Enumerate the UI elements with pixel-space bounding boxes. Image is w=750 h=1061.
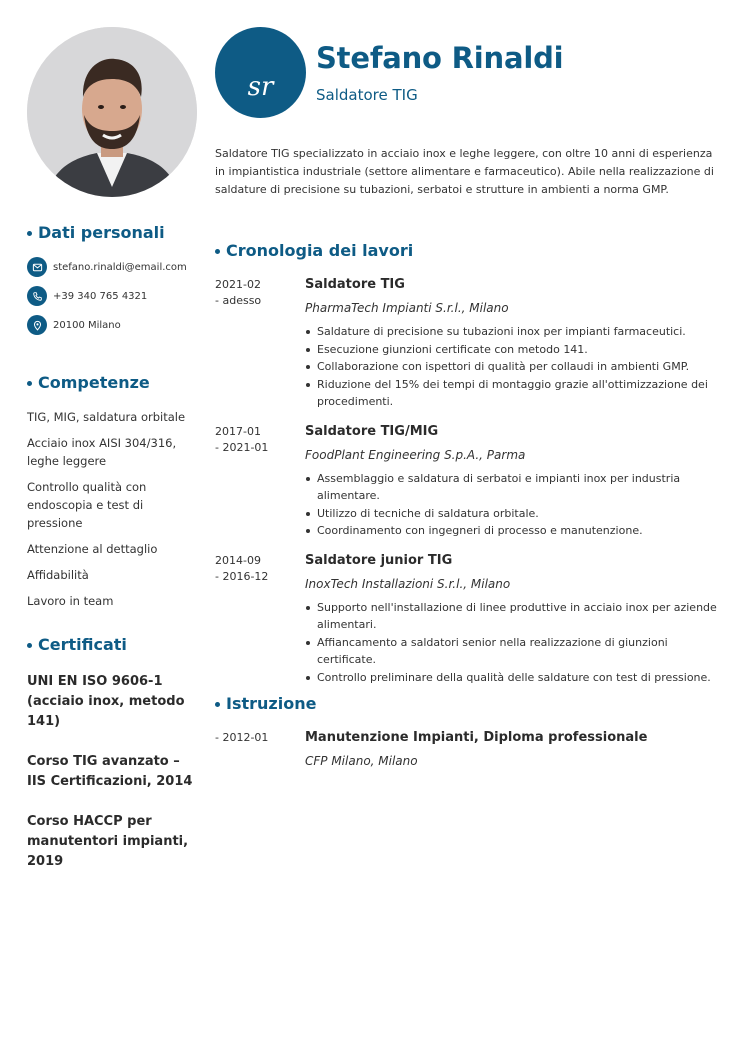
job-dates (215, 552, 305, 687)
job-date-end: - 2021-01 (215, 440, 269, 454)
job-details (305, 552, 720, 687)
education-heading (215, 693, 720, 715)
job-bullet: Supporto nell'installazione di linee produttive in acciaio inox per aziende alimentari. (305, 599, 720, 634)
contact-location (27, 315, 197, 335)
job-date-end: - 2016-12 (215, 569, 269, 583)
education-details (305, 729, 720, 769)
job-company: InoxTech Installazioni S.r.l., Milano (305, 576, 511, 591)
job-date-start: 2017-01 (215, 424, 261, 438)
education-date: - 2012-01 (215, 731, 269, 744)
contact-phone (27, 286, 197, 306)
certificate-item: UNI EN ISO 9606-1 (acciaio inox, metodo 141) (27, 674, 185, 729)
job-details (305, 423, 720, 540)
job-bullet: Saldature di precisione su tubazioni inox per impianti farmaceutici. (305, 323, 720, 341)
certificates-heading (27, 634, 197, 656)
job-company: FoodPlant Engineering S.p.A., Parma (305, 447, 526, 462)
skill-item: Lavoro in team (27, 594, 114, 608)
profile-summary: Saldatore TIG specializzato in acciaio inox e leghe leggere, con oltre 10 anni di esperienza in impiantistica industriale (settore alimentare e farmaceutico). Abile nella realizzazione di saldature di precisione su tubazioni, serbatoi e strutture in ambienti a norma GMP. (215, 147, 714, 196)
job-bullets (305, 470, 720, 540)
job-details (305, 276, 720, 411)
skill-item: Affidabilità (27, 568, 89, 582)
job-date-start: 2021-02 (215, 278, 261, 291)
job-entry (215, 276, 720, 411)
job-bullet: Assemblaggio e saldatura di serbatoi e impianti inox per industria alimentare. (305, 470, 720, 505)
job-bullet: Riduzione del 15% dei tempi di montaggio grazie all'ottimizzazione dei procedimenti. (305, 376, 720, 411)
job-bullets (305, 323, 720, 411)
bullet-dot-icon (27, 231, 32, 236)
job-company: PharmaTech Impianti S.r.l., Milano (305, 301, 509, 315)
certificate-item: Corso TIG avanzato – IIS Certificazioni, 2014 (27, 754, 193, 789)
personal-data-title: Dati personali (38, 223, 165, 242)
location-pin-icon (27, 315, 47, 335)
bullet-dot-icon (27, 381, 32, 386)
skills-heading (27, 372, 197, 394)
job-bullet: Controllo preliminare della qualità delle saldature con test di pressione. (305, 669, 720, 687)
contact-list (27, 257, 197, 335)
skill-item: TIG, MIG, saldatura orbitale (27, 410, 186, 424)
job-dates (215, 276, 305, 411)
certificates-title: Certificati (38, 635, 127, 654)
job-bullet: Coordinamento con ingegneri di processo e manutenzione. (305, 522, 720, 540)
certificates-list (27, 672, 197, 872)
job-dates (215, 423, 305, 540)
job-bullets (305, 599, 720, 687)
candidate-name: Stefano Rinaldi (316, 41, 564, 75)
education-degree: Manutenzione Impianti, Diploma professionale (305, 730, 648, 745)
mail-icon (27, 257, 47, 277)
skills-list (27, 408, 197, 610)
work-history-section (215, 240, 720, 686)
job-role: Saldatore TIG (305, 277, 405, 292)
education-entry (215, 729, 720, 769)
candidate-job-title: Saldatore TIG (316, 86, 418, 104)
certificate-item: Corso HACCP per manutentori impianti, 2019 (27, 814, 189, 869)
profile-photo (27, 27, 197, 197)
skill-item: Attenzione al dettaglio (27, 542, 158, 556)
job-date-start: 2014-09 (215, 553, 261, 567)
education-section (215, 693, 720, 769)
email-text[interactable]: stefano.rinaldi@email.com (53, 261, 187, 273)
bullet-dot-icon (215, 702, 220, 707)
monogram-text: sr (247, 71, 274, 102)
location-text: 20100 Milano (53, 319, 121, 331)
contact-email (27, 257, 197, 277)
job-bullet: Collaborazione con ispettori di qualità per collaudi in ambienti GMP. (305, 358, 720, 376)
job-bullet: Affiancamento a saldatori senior nella realizzazione di giunzioni certificate. (305, 634, 720, 669)
job-role: Saldatore junior TIG (305, 552, 453, 568)
personal-data-heading (27, 222, 197, 244)
bullet-dot-icon (215, 249, 220, 254)
skill-item: Controllo qualità con endoscopia e test di pressione (27, 480, 147, 530)
job-role: Saldatore TIG/MIG (305, 423, 439, 439)
phone-icon (27, 286, 47, 306)
education-title: Istruzione (226, 694, 317, 713)
job-bullet: Utilizzo di tecniche di saldatura orbitale. (305, 505, 720, 523)
left-column (27, 222, 197, 892)
bullet-dot-icon (27, 643, 32, 648)
monogram-badge (215, 27, 306, 118)
education-school: CFP Milano, Milano (305, 754, 418, 768)
phone-text[interactable]: +39 340 765 4321 (53, 290, 148, 302)
skill-item: Acciaio inox AISI 304/316, leghe leggere (27, 436, 177, 468)
work-history-title: Cronologia dei lavori (226, 241, 414, 260)
job-entry (215, 423, 720, 540)
job-bullet: Esecuzione giunzioni certificate con metodo 141. (305, 341, 720, 359)
skills-title: Competenze (38, 373, 150, 392)
job-entry (215, 552, 720, 687)
job-date-end: - adesso (215, 294, 262, 307)
work-history-heading (215, 240, 720, 262)
